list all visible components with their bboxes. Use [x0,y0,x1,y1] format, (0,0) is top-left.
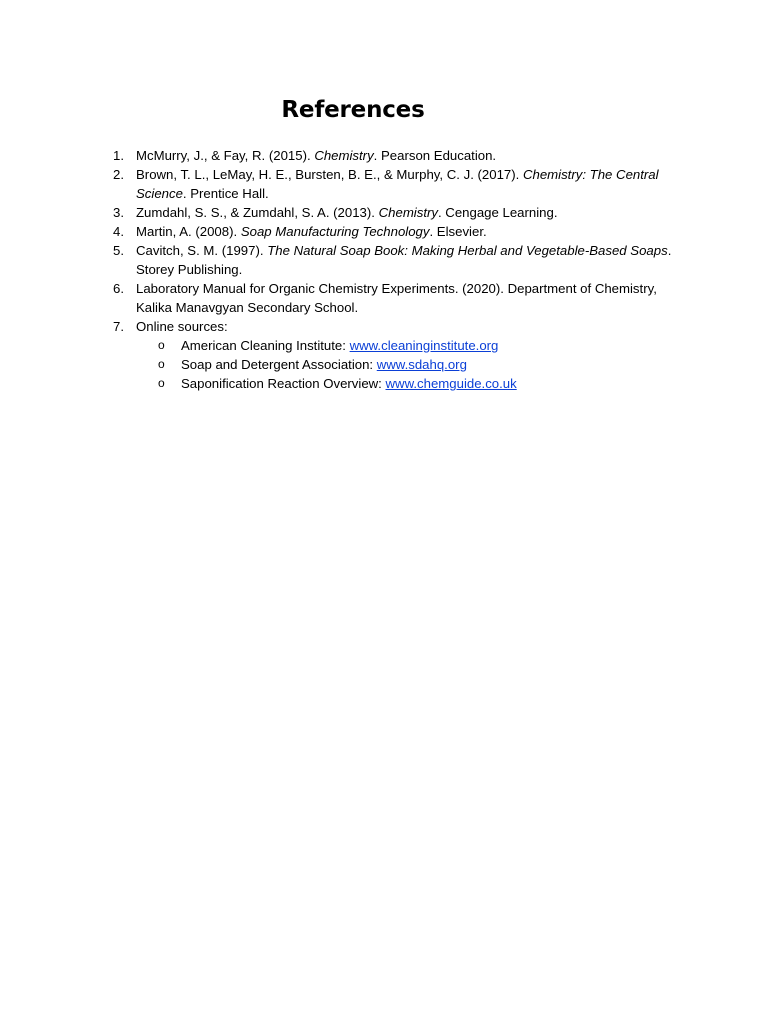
reference-publisher: . Elsevier. [429,224,487,239]
bullet-icon: o [158,338,165,352]
reference-item-5 [0,241,672,279]
reference-publisher: . Prentice Hall. [182,186,269,201]
reference-item-2 [0,165,672,203]
reference-number: 7. [113,319,124,334]
online-source-label: American Cleaning Institute: [181,338,350,353]
reference-text: Brown, T. L., LeMay, H. E., Bursten, B. E., & Murphy, C. J. (2017). [136,167,523,182]
reference-title: Chemistry: The Central Science [136,167,659,201]
online-source-label: Saponification Reaction Overview: [181,376,386,391]
reference-title: The Natural Soap Book: Making Herbal and Vegetable-Based Soaps [267,243,668,258]
reference-publisher: . Pearson Education. [373,148,497,163]
reference-item-6 [0,279,672,317]
page-title: References [281,97,425,123]
reference-list [0,146,768,393]
online-source-link[interactable]: www.sdahq.org [376,357,467,372]
reference-text: Online sources: [136,319,228,334]
bullet-icon: o [158,376,165,390]
reference-number: 3. [113,205,124,220]
reference-text: Laboratory Manual for Organic Chemistry Experiments. (2020). Department of Chemistry, Kalika Manavgyan Secondary School. [136,281,657,315]
reference-title: Chemistry [378,205,438,220]
reference-text: Zumdahl, S. S., & Zumdahl, S. A. (2013). [136,205,379,220]
online-source-label: Soap and Detergent Association: [181,357,377,372]
reference-title: Soap Manufacturing Technology [240,224,430,239]
reference-text: Martin, A. (2008). [136,224,241,239]
reference-item-1 [0,146,672,165]
reference-text: McMurry, J., & Fay, R. (2015). [136,148,315,163]
online-source-item [0,374,672,393]
reference-number: 1. [113,148,124,163]
reference-number: 2. [113,167,124,182]
reference-number: 5. [113,243,124,258]
online-source-link[interactable]: www.cleaninginstitute.org [349,338,499,353]
reference-publisher: . Cengage Learning. [437,205,558,220]
online-source-item [0,355,672,374]
reference-publisher: . Storey Publishing. [136,243,672,277]
reference-item-7 [0,317,672,393]
reference-item-3 [0,203,672,222]
reference-text: Cavitch, S. M. (1997). [136,243,268,258]
reference-title: Chemistry [314,148,374,163]
bullet-icon: o [158,357,165,371]
reference-number: 6. [113,281,124,296]
reference-number: 4. [113,224,124,239]
online-sources-list [136,336,672,393]
online-source-link[interactable]: www.chemguide.co.uk [385,376,517,391]
reference-item-4 [0,222,672,241]
online-source-item [0,336,672,355]
